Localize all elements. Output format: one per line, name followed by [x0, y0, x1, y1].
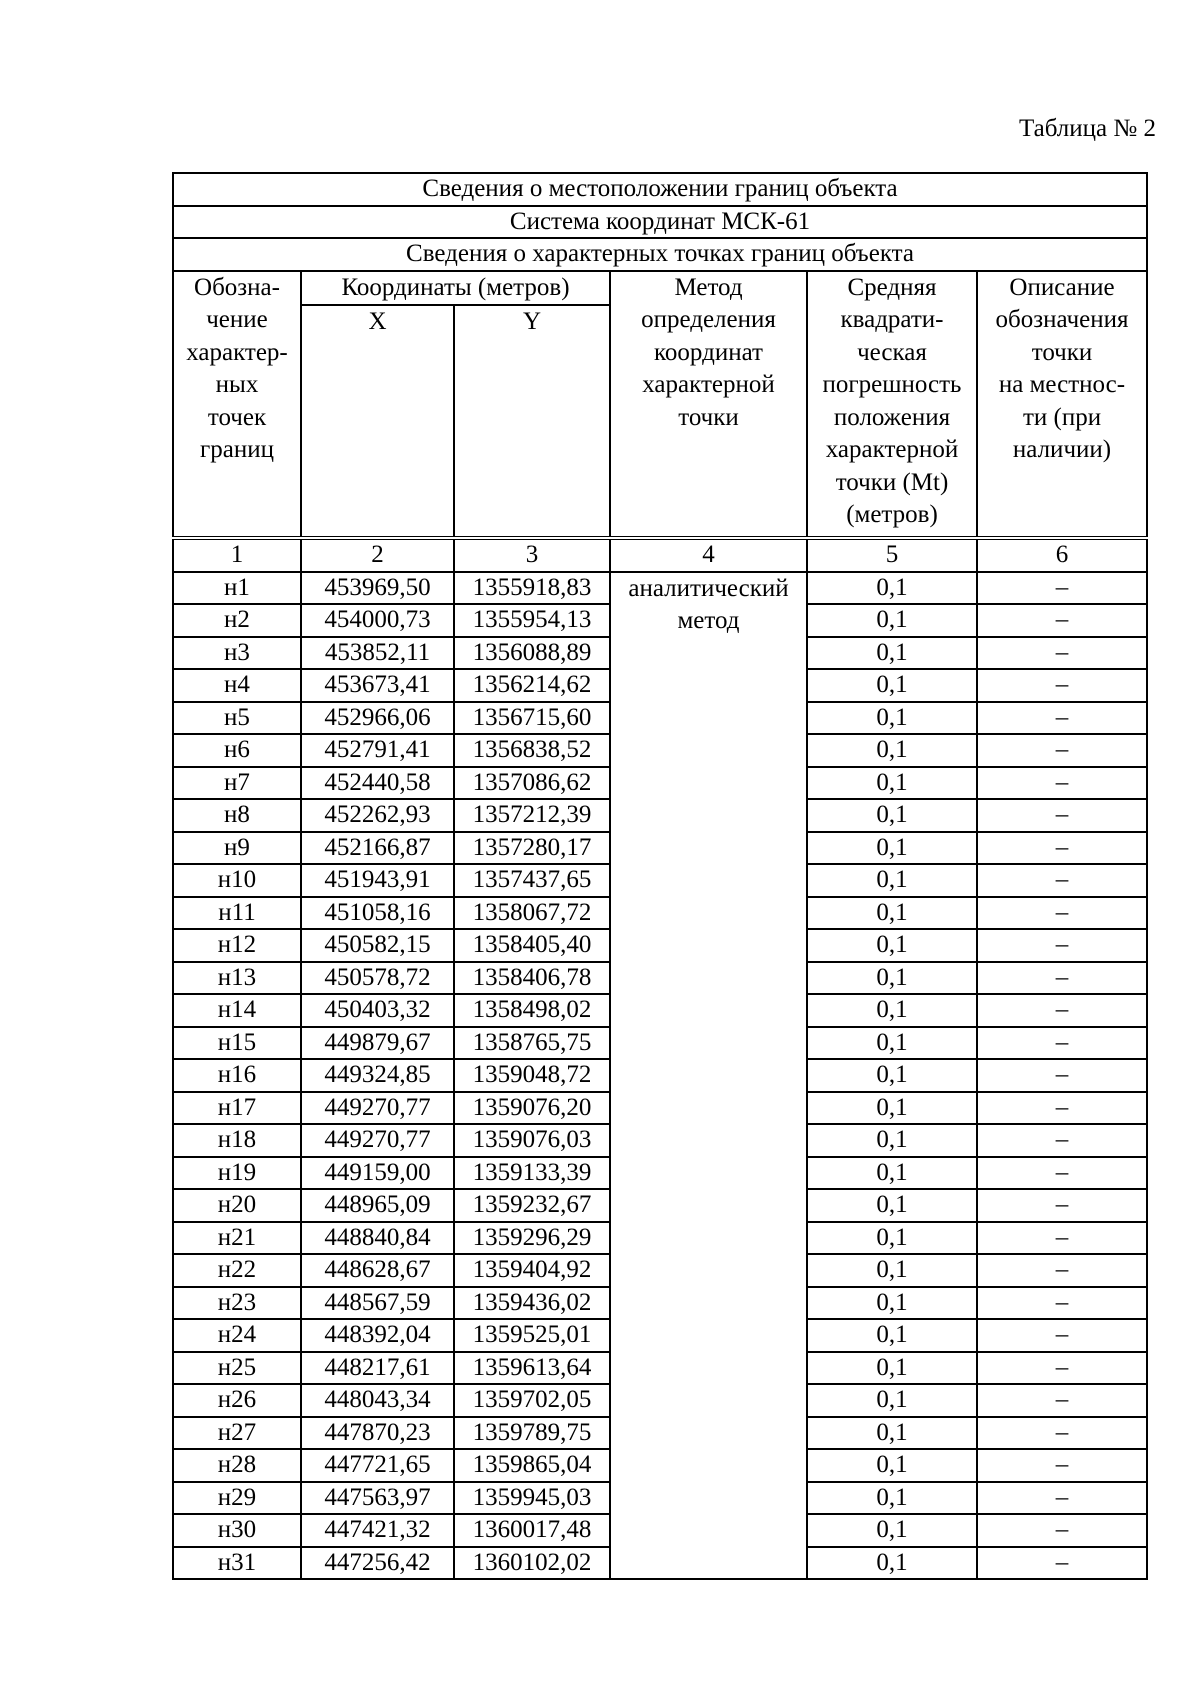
description-cell: –	[977, 1157, 1147, 1190]
y-coordinate-cell: 1359702,05	[454, 1384, 610, 1417]
point-id-cell: н27	[173, 1417, 301, 1450]
header-error: Средняя квадрати- ческая погрешность положения характерной точки (Mt) (метров)	[807, 271, 977, 539]
y-coordinate-cell: 1359404,92	[454, 1254, 610, 1287]
point-id-cell: н6	[173, 734, 301, 767]
title-row	[173, 173, 1147, 206]
description-cell: –	[977, 1547, 1147, 1580]
point-id-cell: н14	[173, 994, 301, 1027]
title-row	[173, 206, 1147, 239]
error-cell: 0,1	[807, 1092, 977, 1125]
y-coordinate-cell: 1357086,62	[454, 767, 610, 800]
x-coordinate-cell: 448392,04	[301, 1319, 454, 1352]
description-cell: –	[977, 1254, 1147, 1287]
x-coordinate-cell: 447870,23	[301, 1417, 454, 1450]
description-cell: –	[977, 1092, 1147, 1125]
y-coordinate-cell: 1355918,83	[454, 572, 610, 605]
point-id-cell: н31	[173, 1547, 301, 1580]
point-id-cell: н26	[173, 1384, 301, 1417]
y-coordinate-cell: 1357280,17	[454, 832, 610, 865]
x-coordinate-cell: 449270,77	[301, 1092, 454, 1125]
point-id-cell: н29	[173, 1482, 301, 1515]
coordinates-table	[172, 172, 1148, 1580]
column-number: 5	[807, 538, 977, 572]
description-cell: –	[977, 962, 1147, 995]
error-cell: 0,1	[807, 832, 977, 865]
header-coordinates: Координаты (метров)	[301, 271, 610, 306]
point-id-cell: н12	[173, 929, 301, 962]
y-coordinate-cell: 1356214,62	[454, 669, 610, 702]
x-coordinate-cell: 448567,59	[301, 1287, 454, 1320]
point-id-cell: н24	[173, 1319, 301, 1352]
error-cell: 0,1	[807, 1222, 977, 1255]
x-coordinate-cell: 448217,61	[301, 1352, 454, 1385]
header-y: Y	[454, 305, 610, 538]
x-coordinate-cell: 447421,32	[301, 1514, 454, 1547]
x-coordinate-cell: 452791,41	[301, 734, 454, 767]
error-cell: 0,1	[807, 767, 977, 800]
header-designation: Обозна- чение характер- ных точек границ	[173, 271, 301, 539]
point-id-cell: н2	[173, 604, 301, 637]
error-cell: 0,1	[807, 1384, 977, 1417]
description-cell: –	[977, 1124, 1147, 1157]
y-coordinate-cell: 1359076,03	[454, 1124, 610, 1157]
description-cell: –	[977, 1222, 1147, 1255]
point-id-cell: н8	[173, 799, 301, 832]
description-cell: –	[977, 669, 1147, 702]
y-coordinate-cell: 1359945,03	[454, 1482, 610, 1515]
y-coordinate-cell: 1357437,65	[454, 864, 610, 897]
point-id-cell: н7	[173, 767, 301, 800]
error-cell: 0,1	[807, 1352, 977, 1385]
x-coordinate-cell: 452262,93	[301, 799, 454, 832]
y-coordinate-cell: 1358498,02	[454, 994, 610, 1027]
point-id-cell: н25	[173, 1352, 301, 1385]
description-cell: –	[977, 637, 1147, 670]
point-id-cell: н30	[173, 1514, 301, 1547]
error-cell: 0,1	[807, 864, 977, 897]
table-caption: Таблица № 2	[1018, 115, 1156, 142]
points-title: Сведения о характерных точках границ объекта	[173, 238, 1147, 271]
y-coordinate-cell: 1359048,72	[454, 1059, 610, 1092]
y-coordinate-cell: 1358406,78	[454, 962, 610, 995]
description-cell: –	[977, 1059, 1147, 1092]
y-coordinate-cell: 1358765,75	[454, 1027, 610, 1060]
point-id-cell: н9	[173, 832, 301, 865]
point-id-cell: н28	[173, 1449, 301, 1482]
y-coordinate-cell: 1359296,29	[454, 1222, 610, 1255]
y-coordinate-cell: 1359436,02	[454, 1287, 610, 1320]
point-id-cell: н1	[173, 572, 301, 605]
table-row	[173, 572, 1147, 605]
point-id-cell: н15	[173, 1027, 301, 1060]
description-cell: –	[977, 1417, 1147, 1450]
error-cell: 0,1	[807, 1417, 977, 1450]
column-number: 6	[977, 538, 1147, 572]
description-cell: –	[977, 799, 1147, 832]
error-cell: 0,1	[807, 572, 977, 605]
error-cell: 0,1	[807, 734, 977, 767]
y-coordinate-cell: 1360017,48	[454, 1514, 610, 1547]
point-id-cell: н17	[173, 1092, 301, 1125]
column-numbers-row	[173, 538, 1147, 572]
point-id-cell: н11	[173, 897, 301, 930]
y-coordinate-cell: 1358067,72	[454, 897, 610, 930]
error-cell: 0,1	[807, 1449, 977, 1482]
description-cell: –	[977, 1449, 1147, 1482]
error-cell: 0,1	[807, 1547, 977, 1580]
point-id-cell: н21	[173, 1222, 301, 1255]
error-cell: 0,1	[807, 669, 977, 702]
error-cell: 0,1	[807, 799, 977, 832]
column-number: 3	[454, 538, 610, 572]
y-coordinate-cell: 1359865,04	[454, 1449, 610, 1482]
column-number: 2	[301, 538, 454, 572]
x-coordinate-cell: 449159,00	[301, 1157, 454, 1190]
description-cell: –	[977, 1514, 1147, 1547]
error-cell: 0,1	[807, 1189, 977, 1222]
x-coordinate-cell: 450582,15	[301, 929, 454, 962]
error-cell: 0,1	[807, 1059, 977, 1092]
point-id-cell: н23	[173, 1287, 301, 1320]
point-id-cell: н22	[173, 1254, 301, 1287]
point-id-cell: н13	[173, 962, 301, 995]
x-coordinate-cell: 450403,32	[301, 994, 454, 1027]
x-coordinate-cell: 453673,41	[301, 669, 454, 702]
column-number: 4	[610, 538, 807, 572]
y-coordinate-cell: 1359232,67	[454, 1189, 610, 1222]
x-coordinate-cell: 448043,34	[301, 1384, 454, 1417]
x-coordinate-cell: 448840,84	[301, 1222, 454, 1255]
description-cell: –	[977, 1352, 1147, 1385]
description-cell: –	[977, 767, 1147, 800]
description-cell: –	[977, 1189, 1147, 1222]
point-id-cell: н19	[173, 1157, 301, 1190]
description-cell: –	[977, 572, 1147, 605]
error-cell: 0,1	[807, 1287, 977, 1320]
description-cell: –	[977, 1287, 1147, 1320]
title-row	[173, 238, 1147, 271]
error-cell: 0,1	[807, 994, 977, 1027]
x-coordinate-cell: 452966,06	[301, 702, 454, 735]
y-coordinate-cell: 1356715,60	[454, 702, 610, 735]
table-title: Сведения о местоположении границ объекта	[173, 173, 1147, 206]
error-cell: 0,1	[807, 637, 977, 670]
description-cell: –	[977, 832, 1147, 865]
description-cell: –	[977, 1319, 1147, 1352]
x-coordinate-cell: 454000,73	[301, 604, 454, 637]
description-cell: –	[977, 604, 1147, 637]
x-coordinate-cell: 452440,58	[301, 767, 454, 800]
x-coordinate-cell: 449270,77	[301, 1124, 454, 1157]
header-row	[173, 271, 1147, 306]
y-coordinate-cell: 1359525,01	[454, 1319, 610, 1352]
x-coordinate-cell: 451058,16	[301, 897, 454, 930]
x-coordinate-cell: 447256,42	[301, 1547, 454, 1580]
error-cell: 0,1	[807, 1124, 977, 1157]
header-x: X	[301, 305, 454, 538]
description-cell: –	[977, 1482, 1147, 1515]
y-coordinate-cell: 1359789,75	[454, 1417, 610, 1450]
description-cell: –	[977, 864, 1147, 897]
header-description: Описание обозначения точки на местнос- ти (при наличии)	[977, 271, 1147, 539]
error-cell: 0,1	[807, 1254, 977, 1287]
error-cell: 0,1	[807, 1157, 977, 1190]
x-coordinate-cell: 453852,11	[301, 637, 454, 670]
point-id-cell: н16	[173, 1059, 301, 1092]
x-coordinate-cell: 449879,67	[301, 1027, 454, 1060]
description-cell: –	[977, 734, 1147, 767]
error-cell: 0,1	[807, 929, 977, 962]
x-coordinate-cell: 453969,50	[301, 572, 454, 605]
y-coordinate-cell: 1356838,52	[454, 734, 610, 767]
error-cell: 0,1	[807, 962, 977, 995]
coordinate-system-title: Система координат МСК-61	[173, 206, 1147, 239]
x-coordinate-cell: 451943,91	[301, 864, 454, 897]
point-id-cell: н5	[173, 702, 301, 735]
error-cell: 0,1	[807, 604, 977, 637]
point-id-cell: н4	[173, 669, 301, 702]
description-cell: –	[977, 897, 1147, 930]
y-coordinate-cell: 1356088,89	[454, 637, 610, 670]
point-id-cell: н20	[173, 1189, 301, 1222]
x-coordinate-cell: 449324,85	[301, 1059, 454, 1092]
x-coordinate-cell: 452166,87	[301, 832, 454, 865]
y-coordinate-cell: 1359133,39	[454, 1157, 610, 1190]
point-id-cell: н18	[173, 1124, 301, 1157]
error-cell: 0,1	[807, 1319, 977, 1352]
error-cell: 0,1	[807, 702, 977, 735]
point-id-cell: н10	[173, 864, 301, 897]
column-number: 1	[173, 538, 301, 572]
x-coordinate-cell: 448628,67	[301, 1254, 454, 1287]
x-coordinate-cell: 447721,65	[301, 1449, 454, 1482]
description-cell: –	[977, 1027, 1147, 1060]
x-coordinate-cell: 450578,72	[301, 962, 454, 995]
description-cell: –	[977, 929, 1147, 962]
y-coordinate-cell: 1355954,13	[454, 604, 610, 637]
y-coordinate-cell: 1358405,40	[454, 929, 610, 962]
y-coordinate-cell: 1359613,64	[454, 1352, 610, 1385]
y-coordinate-cell: 1357212,39	[454, 799, 610, 832]
error-cell: 0,1	[807, 1482, 977, 1515]
description-cell: –	[977, 1384, 1147, 1417]
y-coordinate-cell: 1360102,02	[454, 1547, 610, 1580]
description-cell: –	[977, 702, 1147, 735]
description-cell: –	[977, 994, 1147, 1027]
x-coordinate-cell: 448965,09	[301, 1189, 454, 1222]
header-method: Метод определения координат характерной точки	[610, 271, 807, 539]
error-cell: 0,1	[807, 1514, 977, 1547]
point-id-cell: н3	[173, 637, 301, 670]
error-cell: 0,1	[807, 897, 977, 930]
error-cell: 0,1	[807, 1027, 977, 1060]
y-coordinate-cell: 1359076,20	[454, 1092, 610, 1125]
x-coordinate-cell: 447563,97	[301, 1482, 454, 1515]
method-cell: аналитический метод	[610, 572, 807, 1580]
